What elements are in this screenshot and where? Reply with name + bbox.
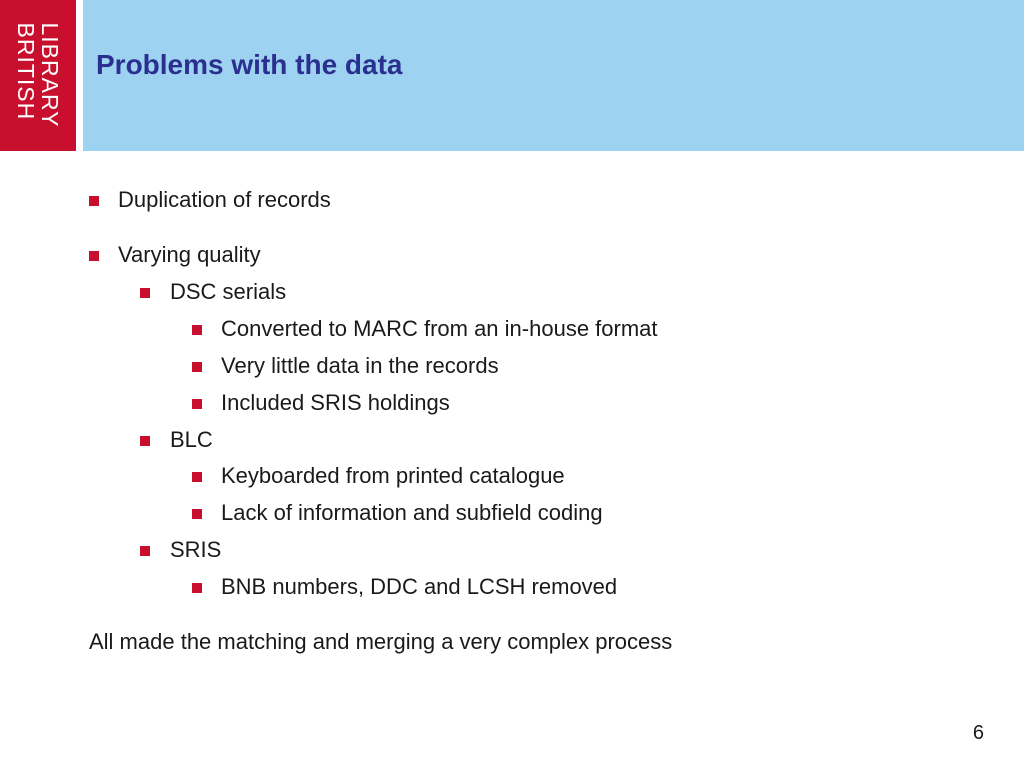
page-number: 6 — [972, 722, 984, 744]
square-bullet-icon — [192, 583, 202, 593]
bullet-bnb-numbers: BNB numbers, DDC and LCSH removed — [221, 574, 618, 599]
square-bullet-icon — [192, 509, 202, 519]
square-bullet-icon — [140, 546, 150, 556]
bullet-dsc-serials: DSC serials — [170, 279, 287, 304]
bullet-duplication: Duplication of records — [118, 187, 331, 212]
bullet-blc: BLC — [170, 427, 213, 452]
bullet-converted-to-marc: Converted to MARC from an in-house format — [221, 316, 658, 341]
slide-title: Problems with the data — [96, 49, 403, 80]
square-bullet-icon — [192, 362, 202, 372]
square-bullet-icon — [140, 288, 150, 298]
square-bullet-icon — [192, 399, 202, 409]
square-bullet-icon — [192, 325, 202, 335]
bullet-sris: SRIS — [170, 537, 222, 562]
conclusion-text: All made the matching and merging a very complex process — [89, 629, 673, 654]
bullet-sris-holdings: Included SRIS holdings — [221, 390, 450, 415]
bullet-varying-quality: Varying quality — [118, 242, 261, 267]
bullet-little-data: Very little data in the records — [221, 353, 499, 378]
square-bullet-icon — [89, 196, 99, 206]
logo-line-library: LIBRARY — [37, 22, 63, 128]
bullet-lack-of-information: Lack of information and subfield coding — [221, 500, 603, 525]
square-bullet-icon — [140, 436, 150, 446]
logo-line-british: BRITISH — [13, 22, 39, 121]
square-bullet-icon — [192, 472, 202, 482]
bullet-keyboarded: Keyboarded from printed catalogue — [221, 463, 565, 488]
square-bullet-icon — [89, 251, 99, 261]
